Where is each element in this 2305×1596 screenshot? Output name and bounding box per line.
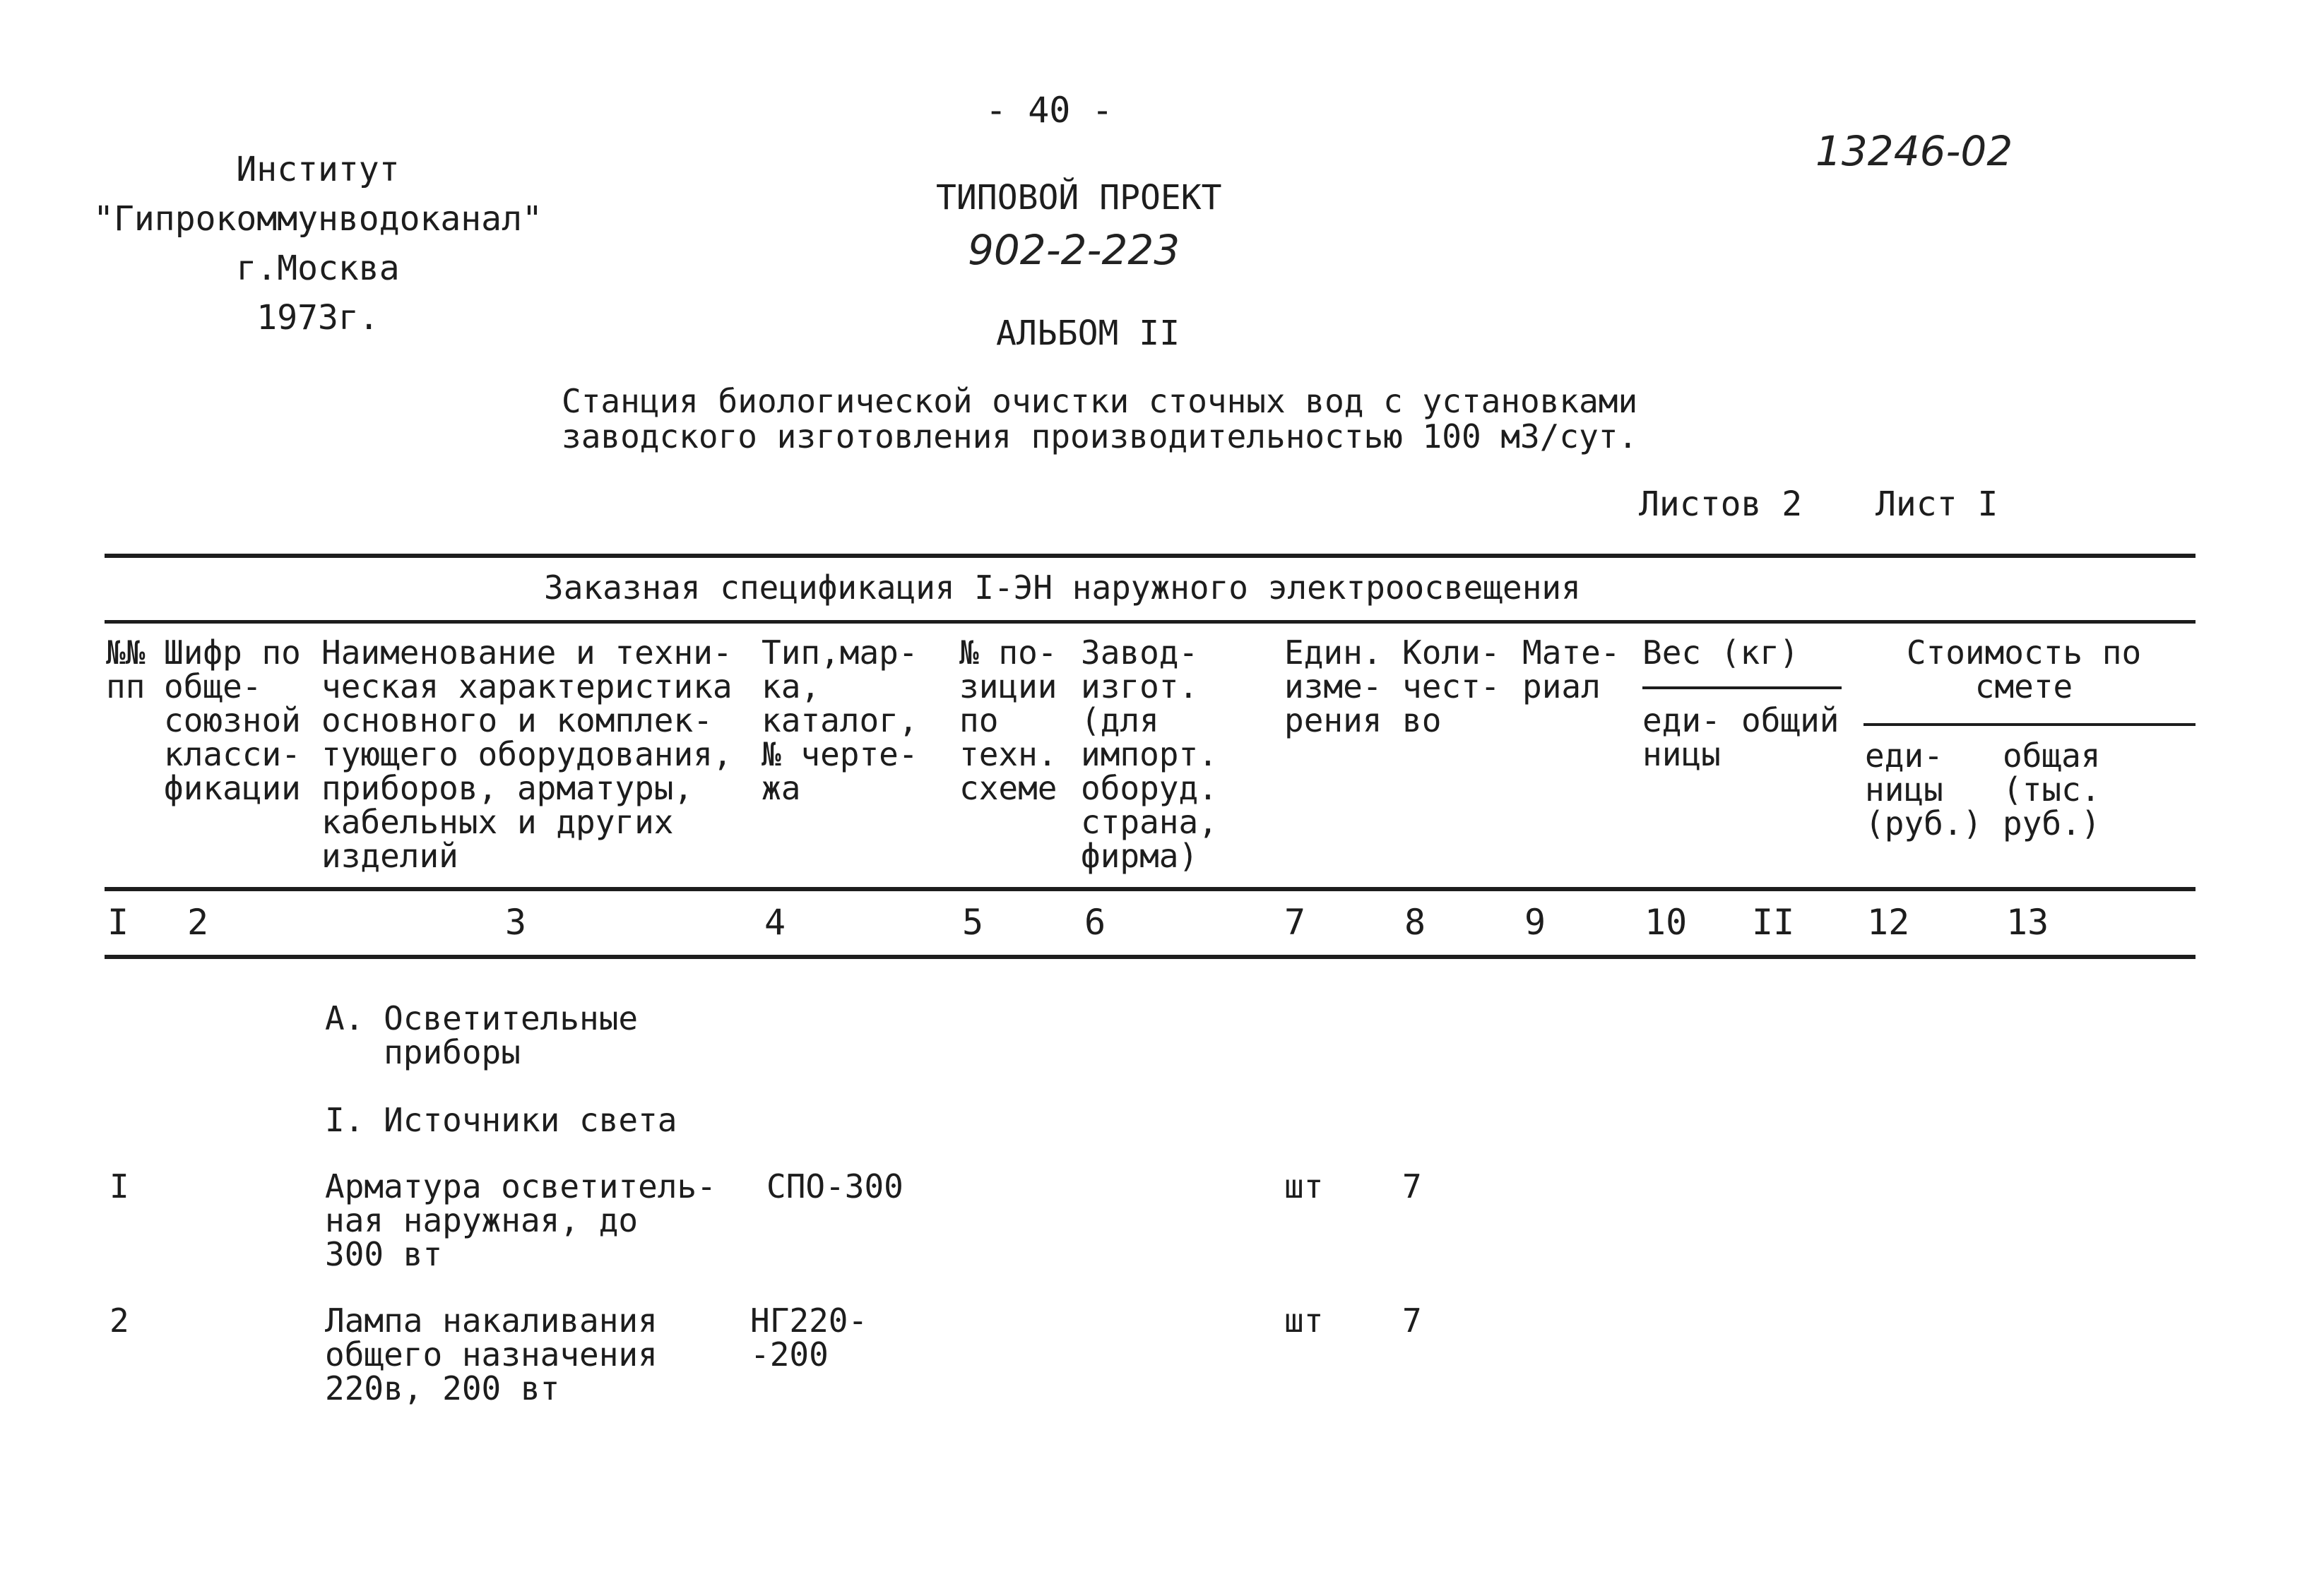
column-number: 9 bbox=[1524, 902, 1546, 943]
project-description-line2: заводского изготовления производительностью 100 м3/сут. bbox=[562, 417, 1638, 455]
header-col1: №№ пп bbox=[106, 633, 146, 705]
row-number: I bbox=[109, 1167, 129, 1205]
column-number: II bbox=[1752, 902, 1795, 943]
column-number: 5 bbox=[962, 902, 984, 943]
header-col12: еди- ницы (руб.) bbox=[1865, 737, 1983, 842]
project-type: ТИПОВОЙ ПРОЕКТ bbox=[936, 178, 1222, 218]
header-col10: еди- ницы bbox=[1642, 701, 1721, 773]
row-number: 2 bbox=[109, 1302, 129, 1340]
section-a-heading: А. Осветительные приборы bbox=[325, 999, 639, 1071]
sheet-current: Лист I bbox=[1876, 484, 1998, 524]
row-quantity: 7 bbox=[1402, 1302, 1422, 1340]
header-weight-group: Вес (кг) bbox=[1642, 633, 1799, 672]
column-number: I bbox=[107, 902, 129, 943]
row-type: НГ220- -200 bbox=[750, 1302, 868, 1374]
spec-title: Заказная спецификация I-ЭН наружного электроосвещения bbox=[544, 568, 1581, 607]
cost-group-underline bbox=[1863, 723, 2196, 726]
column-number: 6 bbox=[1084, 902, 1106, 943]
header-col3: Наименование и техни- ческая характеристика основного и комплек- тующего оборудования, приборов, арматуры, кабельных и других изделий bbox=[321, 633, 733, 875]
project-number: 902-2-223 bbox=[968, 226, 1180, 274]
institute-label: Институт bbox=[236, 150, 400, 189]
row-name: Лампа накаливания общего назначения 220в, 200 вт bbox=[325, 1302, 658, 1407]
row-name: Арматура осветитель- ная наружная, до 300 вт bbox=[325, 1167, 716, 1273]
project-description-line1: Станция биологической очистки сточных вод с установками bbox=[562, 382, 1638, 420]
institute-name: "Гипрокоммунводоканал" bbox=[93, 199, 543, 239]
header-col2: Шифр по обще- союзной класси- фикации bbox=[164, 633, 301, 807]
column-number: 3 bbox=[505, 902, 527, 943]
column-number: 8 bbox=[1404, 902, 1426, 943]
column-number: 13 bbox=[2006, 902, 2049, 943]
institute-city: г.Москва bbox=[236, 249, 400, 288]
header-col7: Един. изме- рения bbox=[1284, 633, 1382, 739]
body-top-rule bbox=[105, 955, 2196, 959]
header-col8: Коли- чест- во bbox=[1402, 633, 1500, 739]
row-unit: шт bbox=[1284, 1302, 1324, 1340]
header-bottom-rule bbox=[105, 887, 2196, 891]
weight-group-underline bbox=[1642, 686, 1842, 689]
header-col11: общий bbox=[1741, 701, 1839, 739]
header-col4: Тип,мар- ка, каталог, № черте- жа bbox=[762, 633, 918, 807]
column-number: 7 bbox=[1284, 902, 1306, 943]
header-col5: № по- зиции по техн. схеме bbox=[959, 633, 1057, 807]
header-col9: Мате- риал bbox=[1522, 633, 1620, 705]
column-number: 4 bbox=[764, 902, 786, 943]
column-number: 10 bbox=[1645, 902, 1688, 943]
header-col6: Завод- изгот. (для импорт. оборуд. страна, фирма) bbox=[1081, 633, 1218, 875]
row-unit: шт bbox=[1284, 1167, 1324, 1205]
column-number: 12 bbox=[1867, 902, 1910, 943]
album-label: АЛЬБОМ II bbox=[996, 314, 1180, 353]
page-number: - 40 - bbox=[985, 90, 1113, 131]
subsection-heading: I. Источники света bbox=[325, 1101, 677, 1139]
row-type: СПО-300 bbox=[766, 1167, 903, 1205]
header-top-rule bbox=[105, 620, 2196, 624]
column-number: 2 bbox=[187, 902, 209, 943]
institute-year: 1973г. bbox=[256, 298, 379, 338]
table-top-rule bbox=[105, 554, 2196, 558]
header-cost-group: Стоимость по смете bbox=[1906, 633, 2142, 705]
row-quantity: 7 bbox=[1402, 1167, 1422, 1205]
handwritten-doc-code: 13246-02 bbox=[1815, 127, 2013, 175]
header-col13: общая (тыс. руб.) bbox=[2003, 737, 2101, 842]
sheets-total: Листов 2 bbox=[1639, 484, 1803, 524]
